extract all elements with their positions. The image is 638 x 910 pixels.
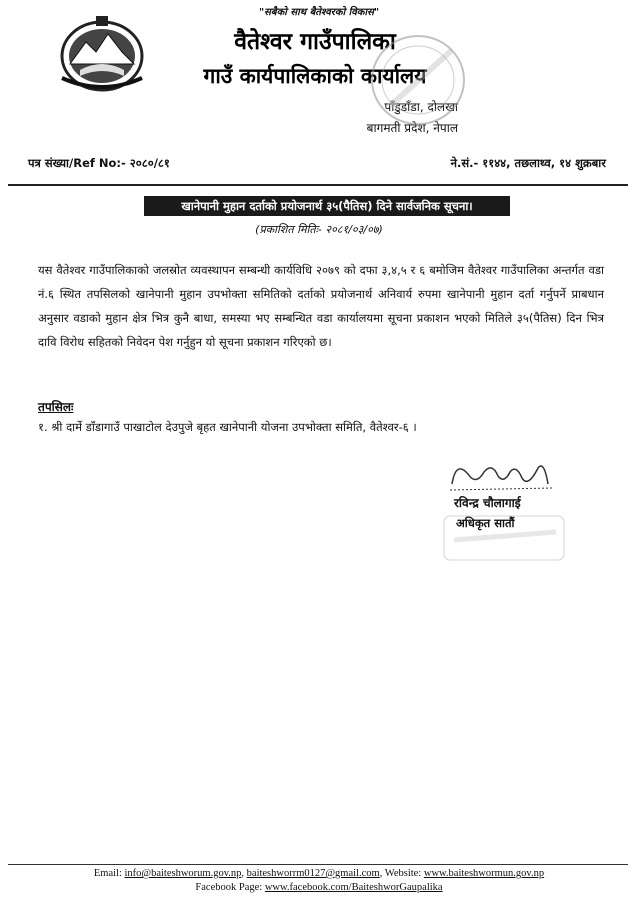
footer-facebook [0,882,638,893]
email-link-2[interactable]: baiteshworrm0127@gmail.com [246,868,380,879]
email-label: Email: [93,868,122,879]
list-item: १. श्री दार्मे डाँडागाउँ पाखाटोल देउपुजे बृहत खानेपानी योजना उपभोक्ता समिति, वैतेश्वर-६ । [38,420,417,434]
motto: "सबैको साथ बैतेश्वरको विकास" [258,7,380,18]
email-link-1[interactable]: info@baiteshworum.gov.np [124,868,242,879]
notice-body: यस वैतेश्वर गाउँपालिकाको जलस्रोत व्यवस्थापन सम्बन्धी कार्यविधि २०७९ को दफा ३,४,५ र ६ बमोजिम वैतेश्वर गाउँपालिका अन्तर्गत वडा नं.६ स्थित तपसिलको खानेपानी मुहान उपभोक्ता समितिको दर्ताको प्रयोजनार्थ अनिवार्य रुपमा खानेपानी मुहान दर्ता गर्नुपर्ने प्राबधान अनुसार वडाको मुहान क्षेत्र भित्र कुनै बाधा, समस्या भए सम्बन्धित वडा कार्यालयमा सूचना प्रकाशन भएको मितिले ३५(पैतिस) दिन भित्र दावि विरोध सहितको निवेदन पेश गर्नुहुन यो सूचना प्रकाशन गरिएको छ। [38,263,604,349]
signatory-title: अधिकृत सातौं [456,516,515,530]
address-line-2: बागमती प्रदेश, नेपाल [366,121,458,135]
footer-divider [8,864,628,865]
office-stamp-icon [340,28,470,128]
reference-number: पत्र संख्या/Ref No:- २०८०/८१ [28,156,170,170]
published-date: (प्रकाशित मितिः- २०८१/०३/०७) [255,223,383,236]
details-heading: तपसिलः [38,400,74,414]
facebook-link[interactable]: www.facebook.com/BaiteshworGaupalika [264,882,443,893]
nepal-emblem-icon [56,12,148,96]
facebook-label: Facebook Page: [195,882,263,893]
signatory-name: रविन्द्र चौलागाई [454,496,521,510]
letter-date: ने.सं.- ११४४, तछलाथ्व, १४ शुक्रबार [450,156,606,170]
header-divider [8,184,628,186]
office-name: वैतेश्वर गाउँपालिका [234,29,396,55]
office-subtitle: गाउँ कार्यपालिकाको कार्यालय [203,64,427,88]
website-link[interactable]: www.baiteshwormun.gov.np [423,868,545,879]
website-label: Website: [384,868,422,879]
footer-contact: Email: info@baiteshworum.gov.np, baiteshworrm0127@gmail.com, Website: www.baiteshwormun.gov.np [93,868,545,879]
notice-subject: खानेपानी मुहान दर्ताको प्रयोजनार्थ ३५(पैतिस) दिने सार्वजनिक सूचना। [144,196,510,216]
address-line-1: पाँडुडाँडा, दोलखा [384,100,458,114]
